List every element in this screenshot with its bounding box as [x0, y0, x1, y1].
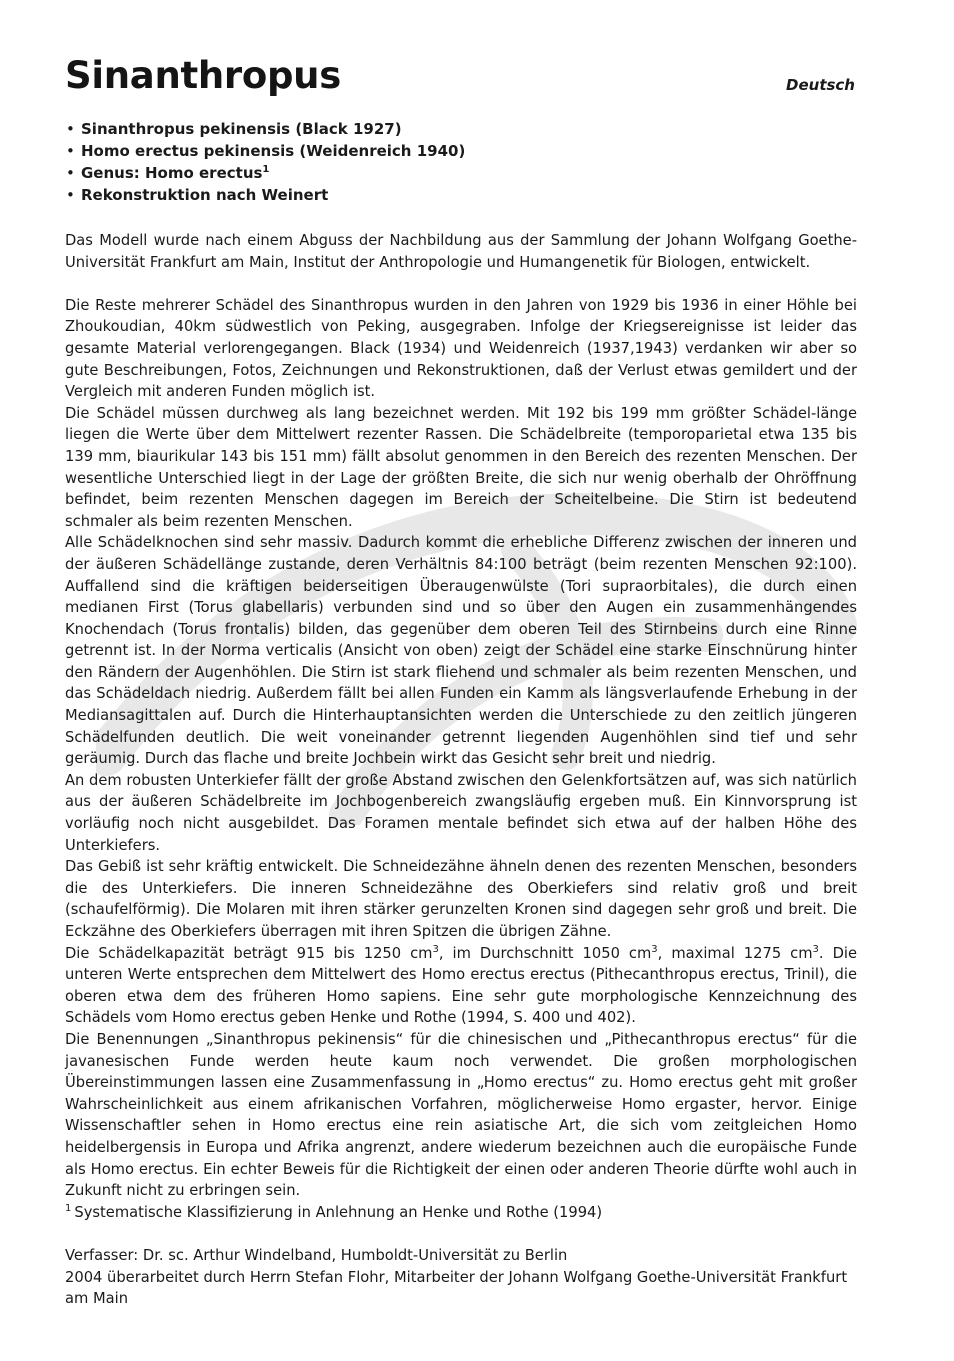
paragraph-capacity: Die Schädelkapazität beträgt 915 bis 1250 $cm^3$, im Durchschnitt 1050 $cm^3$, maximal 1275 $cm^3$. Die unteren Werte entsprechen dem Mittelwert des Homo erectus erectus (Pithecanthropus erectus, Trinil), die oberen etwa dem des früheren Homo sapiens. Eine sehr gute morphologische Kennzeichnung des Schädels vom Homo erectus geben Henke und Rothe (1994, S. 400 und 402).	[65, 943, 858, 1027]
list-item	[65, 118, 857, 140]
paragraph-finds: Die Reste mehrerer Schädel des Sinanthropus wurden in den Jahren von 1929 bis 1936 in einer Höhle bei Zhoukoudian, 40km südwestlich von Peking, ausgegraben. Infolge der Kriegsereignisse ist leider das gesamte Material verlorengegangen. Black (1934) und Weidenreich (1937,1943) verdanken wir aber so gute Beschreibungen, Fotos, Zeichnungen und Rekonstruktionen, daß der Verlust etwas gemildert und der Vergleich mit anderen Funden möglich ist.	[65, 296, 857, 401]
list-item-text: Genus: Homo erectus	[81, 164, 263, 182]
list-item	[65, 162, 857, 184]
paragraph-mandible: An dem robusten Unterkiefer fällt der große Abstand zwischen den Gelenkfortsätzen auf, was sich natürlich aus der äußeren Schädelbreite im Jochbogenbereich zwangsläufig ergeben muß. Ein Kinnvorsprung ist vorläufig noch nicht ausgebildet. Das Foramen mentale befindet sich etwa auf der halben Höhe des Unterkiefers.	[65, 771, 857, 854]
list-item-text: Homo erectus pekinensis (Weidenreich 1940)	[81, 142, 466, 160]
paragraph-teeth: Das Gebiß ist sehr kräftig entwickelt. Die Schneidezähne ähneln denen des rezenten Menschen, besonders die des Unterkiefers. Die inneren Schneidezähne des Oberkiefers sind relativ groß und breit (schaufelförmig). Die Molaren mit ihren stärker gerunzelten Kronen sind dagegen sehr groß und breit. Die Eckzähne des Oberkiefers überragen mit ihren Spitzen die übrigen Zähne.	[65, 858, 857, 940]
list-item-text: Rekonstruktion nach Weinert	[81, 186, 329, 204]
paragraph-bones: Alle Schädelknochen sind sehr massiv. Dadurch kommt die erhebliche Differenz zwischen der inneren und der äußeren Schädellänge zustande, deren Verhältnis 84:100 beträgt (beim rezenten Menschen 92:100). Auffallend sind die kräftigen beiderseitigen Überaugenwülste (Tori supraorbitales), die durch einen medianen First (Torus glabellaris) verbunden sind und so über den Augen ein zusammenhängendes Knochendach (Torus frontalis) bilden, das gegenüber dem oberen Teil des Stirnbeins durch eine Rinne getrennt ist. In der Norma verticalis (Ansicht von oben) zeigt der Schädel eine starke Einschnürung hinter den Rändern der Augenhöhlen. Die Stirn ist stark fliehend und schmaler als beim rezenten Menschen, und das Schädeldach niedrig. Außerdem fällt bei allen Funden ein Kamm als längsverlaufende Erhebung in der Mediansagittalen auf. Durch die Hinterhauptansichten werden die Unterschiede zu den zeitlich jüngeren Schädelfunden deutlich. Die weit voneinander getrennt liegenden Augenhöhlen sind tief und sehr geräumig. Durch das flache und breite Jochbein wirkt das Gesicht sehr breit und niedrig.	[65, 534, 857, 768]
document-body	[65, 230, 857, 1310]
revision-line: 2004 überarbeitet durch Herrn Stefan Flohr, Mitarbeiter der Johann Wolfgang Goethe-Universität Frankfurt am Main	[65, 1268, 848, 1308]
document-title: Sinanthropus	[65, 54, 341, 97]
author-info	[65, 1245, 857, 1310]
paragraph-naming: Die Benennungen „Sinanthropus pekinensis“ für die chinesischen und „Pithecanthropus erectus“ für die javanesischen Funde werden heute kaum noch verwendet. Die großen morphologischen Übereinstimmungen lassen eine Zusammenfassung in „Homo erectus“ zu. Homo erectus geht mit großer Wahrscheinlichkeit aus einem afrikanischen Vorfahren, möglicherweise Homo ergaster, hervor. Einige Wissenschaftler sehen in Homo erectus eine rein asiatische Art, die sich vom zeitgleichen Homo heidelbergensis in Europa und Afrika angrenzt, andere wiederum bezeichnen auch die europäische Funde als Homo erectus. Ein echter Beweis für die Richtigkeit der einen oder anderen Theorie dürfte wohl auch in Zukunft nicht zu erbringen sein.	[65, 1030, 857, 1200]
author-line: Verfasser: Dr. sc. Arthur Windelband, Humboldt-Universität zu Berlin	[65, 1246, 568, 1264]
list-item	[65, 184, 857, 206]
list-item-text: Sinanthropus pekinensis (Black 1927)	[81, 120, 402, 138]
list-item	[65, 140, 857, 162]
paragraph-intro: Das Modell wurde nach einem Abguss der Nachbildung aus der Sammlung der Johann Wolfgang Goethe-Universität Frankfurt am Main, Institut der Anthropologie und Humangenetik für Biologen, entwickelt.	[65, 232, 857, 271]
language-label: Deutsch	[786, 76, 855, 94]
document-header	[65, 52, 857, 102]
paragraph-skull: Die Schädel müssen durchweg als lang bezeichnet werden. Mit 192 bis 199 mm größter Schädel-länge liegen die Werte über dem Mittelwert rezenter Rassen. Die Schädelbreite (temporoparietal etwa 135 bis 139 mm, biaurikular 143 bis 151 mm) fällt absolut genommen in den Bereich des rezenten Menschen. Der wesentliche Unterschied liegt in der Lage der größten Breite, die sich nur wenig oberhalb der Ohröffnung befindet, beim rezenten Menschen dagegen im Bereich der Scheitelbeine. Die Stirn ist bedeutend schmaler als beim rezenten Menschen.	[65, 404, 857, 530]
footnote: $^1$ Systematische Klassifizierung in Anlehnung an Henke und Rothe (1994)	[65, 1202, 603, 1221]
footnote-reference: 1	[262, 164, 270, 175]
classification-list	[65, 118, 857, 206]
